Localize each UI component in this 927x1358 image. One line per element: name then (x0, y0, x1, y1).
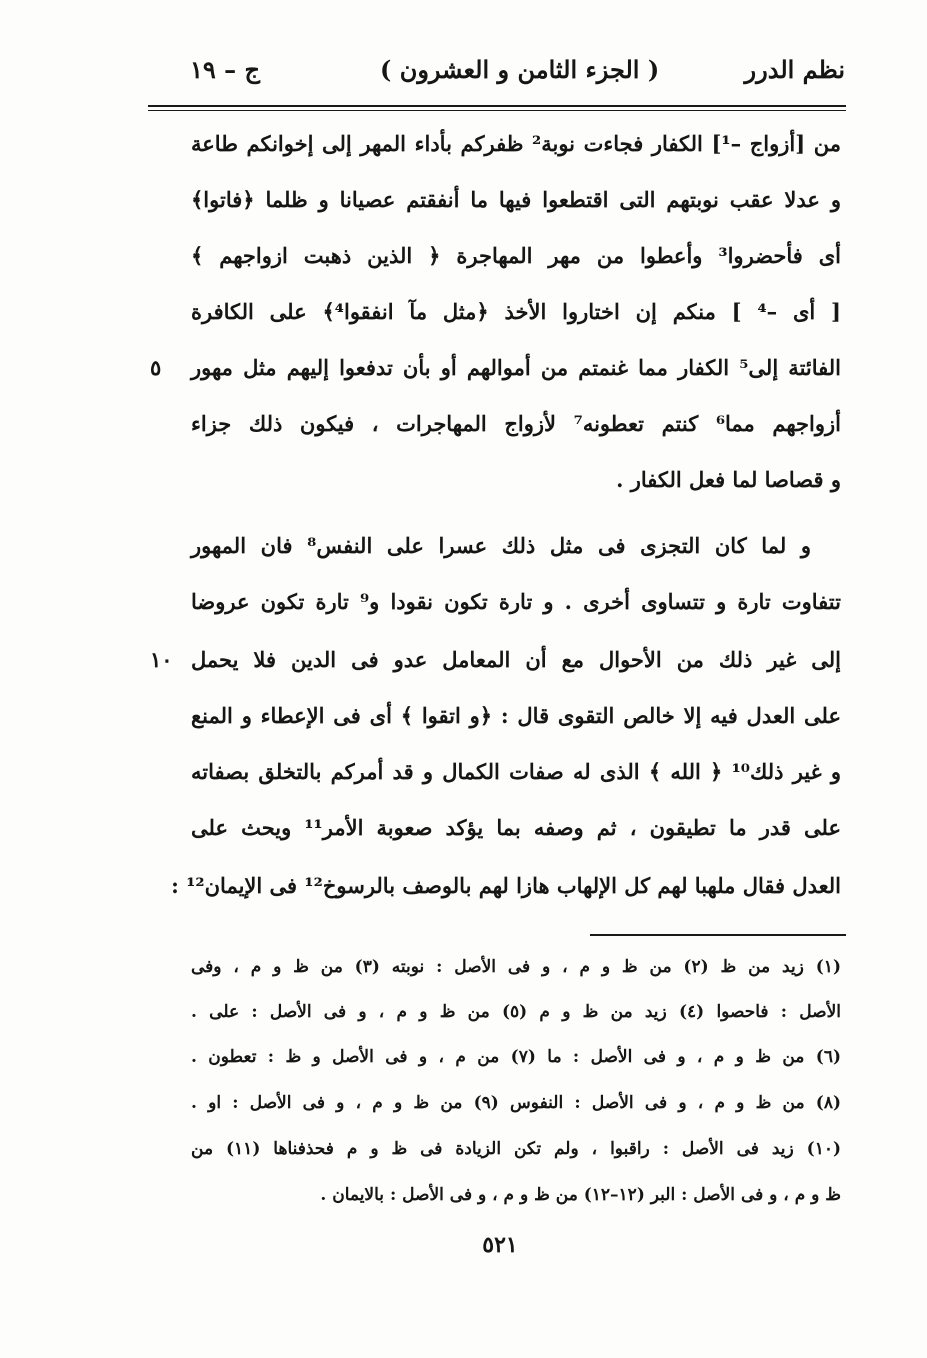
text-line: على قدر ما تطيقون ، ثم وصفه بما يؤكد صعوبة الأمر¹¹ ويحث على (191, 815, 842, 840)
text-line: و قصاصا لما فعل الكفار . (616, 467, 841, 492)
text-line: الفائتة إلى⁵ الكفار مما غنمتم من أموالهم أو بأن تدفعوا إليهم مثل مهور (191, 355, 841, 380)
text-line: من [أزواج –¹] الكفار فجاءت نوبة² ظفركم بأداء المهر إلى إخوانكم طاعة (191, 131, 842, 156)
header-rule (148, 105, 846, 107)
text-line: [ أى –⁴ ] منكم إن اختاروا الأخذ ﴿مثل مآ انفقوا⁴﴾ على الكافرة (191, 299, 841, 324)
footnote-line: الأصل : فاحصوا (٤) زيد من ظ و م (٥) من ظ و م ، و فى الأصل : على . (191, 1002, 841, 1022)
footnote-line: (٦) من ظ و م ، و فى الأصل : ما (٧) من م ، و فى الأصل و ظ : تعطون . (191, 1047, 841, 1067)
footnote-line: ظ و م ، و فى الأصل : البر (١٢–١٢) من ظ و م ، و فى الأصل : بالايمان . (320, 1185, 841, 1205)
running-title: نظم الدرر (744, 55, 845, 84)
chapter-label: ج – ١٩ (190, 55, 260, 84)
text-line: إلى غير ذلك من الأحوال مع أن المعامل عدو فى الدين فلا يحمل (191, 647, 841, 672)
text-line: و لما كان التجزى فى مثل ذلك عسرا على النفس⁸ فان المهور (191, 533, 811, 558)
text-line: على العدل فيه إلا خالص التقوى قال : ﴿و اتقوا ﴾ أى فى الإعطاء و المنع (191, 703, 841, 728)
footnote-line: (١) زيد من ظ (٢) من ظ و م ، و فى الأصل : نوبته (٣) من ظ و م ، وفى (191, 957, 841, 977)
text-line: و عدلا عقب نوبتهم التى اقتطعوا فيها ما أنفقتم عصيانا و ظلما ﴿فاتوا﴾ (191, 187, 841, 212)
page-number: ٥٢١ (482, 1232, 518, 1258)
text-line: أزواجهم مما⁶ كنتم تعطونه⁷ لأزواج المهاجرات ، فيكون ذلك جزاء (191, 411, 841, 436)
text-line: أى فأحضروا³ وأعطوا من مهر المهاجرة ﴿ الذين ذهبت ازواجهم ﴾ (191, 243, 842, 268)
line-number: ١٠ (150, 647, 173, 672)
text-line: و غير ذلك¹⁰ ﴿ الله ﴾ الذى له صفات الكمال و قد أمركم بالتخلق بصفاته (191, 759, 841, 784)
footnote-line: (١٠) زيد فى الأصل : راقبوا ، ولم تكن الزيادة فى ظ و م فحذفناها (١١) من (191, 1139, 842, 1159)
part-title: ( الجزء الثامن و العشرون ) (380, 55, 660, 84)
footnote-line: (٨) من ظ و م ، و فى الأصل : النفوس (٩) من ظ و م ، و فى الأصل : او . (191, 1093, 841, 1113)
text-line: العدل فقال ملهبا لهم كل الإلهاب هازا لهم بالوصف بالرسوخ¹² فى الإيمان¹² : (171, 873, 841, 898)
line-number: ٥ (150, 355, 162, 380)
text-line: تتفاوت تارة و تتساوى أخرى . و تارة تكون نقودا و⁹ تارة تكون عروضا (191, 589, 841, 614)
footnote-rule (590, 934, 846, 936)
header-rule-thin (148, 110, 846, 111)
